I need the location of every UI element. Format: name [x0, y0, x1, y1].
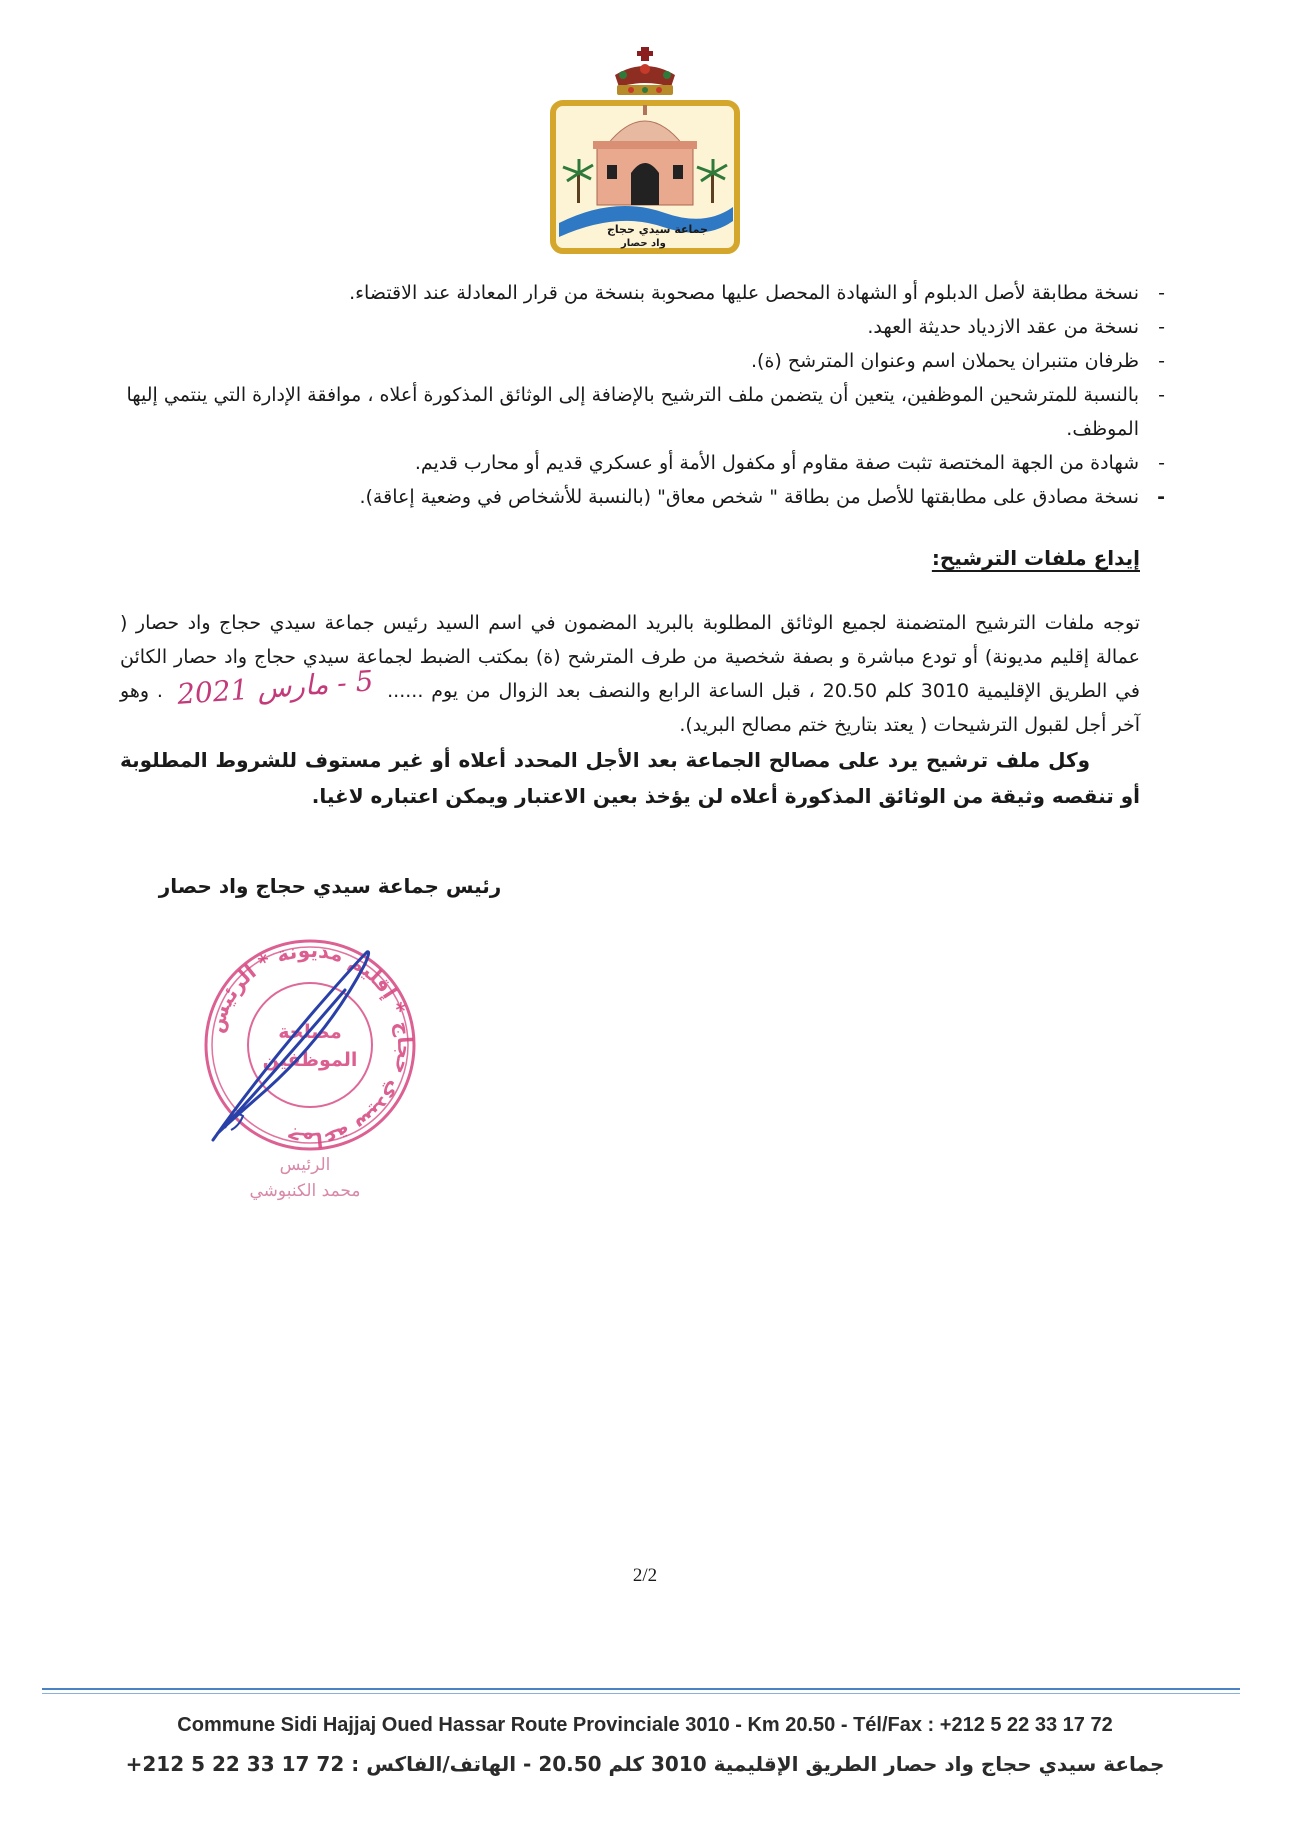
footer-address-arabic: جماعة سيدي حجاج واد حصار الطريق الإقليمية 3010 كلم 20.50 - الهاتف/الفاكس : 72 17 33 22 5 212+ [125, 1752, 1165, 1776]
signatory-title: رئيس جماعة سيدي حجاج واد حصار [158, 874, 502, 898]
official-stamp [195, 930, 425, 1160]
list-item: - بالنسبة للمترشحين الموظفين، يتعين أن يتضمن ملف الترشيح بالإضافة إلى الوثائق المذكورة أعلاه ، موافقة الإدارة التي ينتمي إليها الموظف. [126, 384, 1165, 440]
submission-text: توجه ملفات الترشيح المتضمنة لجميع الوثائق المطلوبة بالبريد المضمون في اسم السيد رئيس جماعة سيدي حجاج واد حصار ( عمالة إقليم مديونة) أو تودع مباشرة و بصفة شخصية من طرف المترشح (ة) بمكتب الضبط لجماعة سيدي حجاج واد حصار الكائن في الطريق الإقليمية 3010 كلم 20.50 ، قبل الساعة الرابع والنصف بعد الزوال من [120, 612, 1140, 702]
crown-icon [615, 47, 675, 95]
submission-paragraph [120, 606, 1140, 742]
list-item: - ظرفان متنبران يحملان اسم وعنوان المترشح (ة). [751, 350, 1165, 372]
stamp-inner-line2: الموظفين [262, 1049, 358, 1071]
list-item: - نسخة مطابقة لأصل الدبلوم أو الشهادة المحصل عليها مصحوبة بنسخة من قرار المعادلة عند الاقتضاء. [349, 282, 1165, 304]
deadline-text: . وهو آخر أجل لقبول الترشيحات ( يعتد بتاريخ ختم مصالح البريد). [120, 680, 1140, 736]
signature-caption-title: الرئيس [279, 1155, 331, 1175]
signature-caption [225, 1152, 385, 1204]
list-item: - نسخة من عقد الازدياد حديثة العهد. [867, 316, 1165, 338]
stamp-outer-text: جماعة سيدي حجاج * إقليم مديونة * الرئيس [203, 937, 418, 1153]
deadline-day-label: يوم ...... [387, 680, 459, 702]
page-number: 2/2 [632, 1565, 658, 1586]
footer-divider [42, 1688, 1240, 1690]
emblem-text-line2: واد حصار [621, 238, 666, 249]
stamp-inner-line1: مصلحة [278, 1021, 342, 1043]
emblem-text-line1: جماعة سيدي حجاج [607, 223, 708, 236]
footer-address-french: Commune Sidi Hajjaj Oued Hassar Route Provinciale 3010 - Km 20.50 - Tél/Fax : +212 5 22 33 17 72 [177, 1714, 1113, 1736]
handwritten-deadline-date: 5 - مارس 2021 [175, 664, 375, 711]
footer-divider-thin [42, 1693, 1240, 1694]
list-item: - شهادة من الجهة المختصة تثبت صفة مقاوم أو مكفول الأمة أو عسكري قديم أو محارب قديم. [414, 452, 1165, 474]
commune-emblem-logo [545, 45, 745, 255]
signature-caption-name: محمد الكنبوشي [249, 1181, 361, 1201]
requirements-list [120, 276, 1165, 514]
rejection-notice-paragraph: وكل ملف ترشيح يرد على مصالح الجماعة بعد الأجل المحدد أعلاه أو غير مستوف للشروط المطلوبة أو تنقصه وثيقة من الوثائق المذكورة أعلاه لن يؤخذ بعين الاعتبار ويمكن اعتباره لاغيا. [120, 748, 1140, 808]
section-title-application-submission: إيداع ملفات الترشيح: [931, 546, 1140, 570]
list-item: - نسخة مصادق على مطابقتها للأصل من بطاقة " شخص معاق" (بالنسبة للأشخاص في وضعية إعاقة). [359, 486, 1165, 508]
